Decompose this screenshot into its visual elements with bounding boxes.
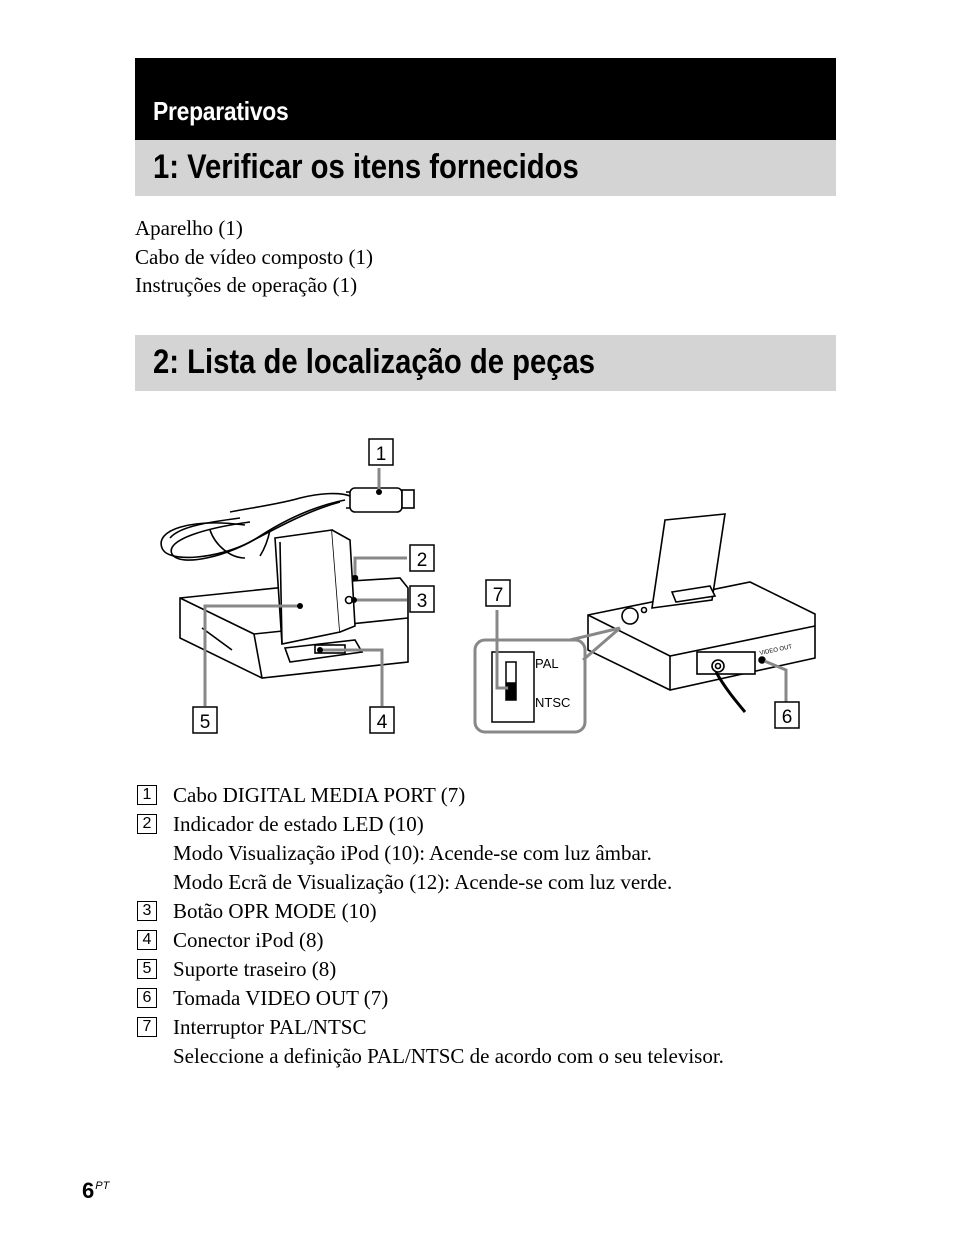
banner-label: Preparativos [153, 96, 289, 126]
legend-number: 2 [137, 814, 157, 834]
callout-4: 4 [376, 712, 388, 733]
legend-subtext: Seleccione a definição PAL/NTSC de acordo com o seu televisor. [173, 1044, 724, 1068]
ntsc-label: NTSC [535, 695, 571, 710]
legend-item [135, 810, 724, 839]
legend-number: 1 [137, 785, 157, 805]
legend-text: Cabo DIGITAL MEDIA PORT (7) [173, 783, 466, 807]
callout-2: 2 [416, 550, 428, 571]
parts-legend [135, 781, 724, 1071]
callout-1: 1 [375, 444, 387, 465]
page-number-value: 6 [82, 1178, 95, 1203]
page-number [82, 1178, 109, 1204]
section-banner [135, 58, 836, 140]
legend-number: 5 [137, 959, 157, 979]
supplied-item: Cabo de vídeo composto (1) [135, 244, 373, 269]
legend-subtext: Modo Ecrã de Visualização (12): Acende-se com luz verde. [173, 870, 673, 894]
legend-text: Tomada VIDEO OUT (7) [173, 986, 389, 1010]
legend-item [135, 955, 724, 984]
legend-number: 3 [137, 901, 157, 921]
callout-5: 5 [199, 712, 211, 733]
section-title-2: 2: Lista de localização de peças [153, 343, 596, 381]
parts-diagram [150, 430, 830, 740]
callout-3: 3 [416, 591, 428, 612]
legend-number: 4 [137, 930, 157, 950]
callout-7: 7 [492, 585, 504, 606]
legend-item [135, 897, 724, 926]
legend-item [135, 926, 724, 955]
legend-item [135, 781, 724, 810]
supplied-item: Aparelho (1) [135, 216, 243, 240]
legend-text: Conector iPod (8) [173, 928, 324, 952]
section-header-2 [135, 335, 836, 391]
legend-text: Indicador de estado LED (10) [173, 812, 424, 836]
legend-number: 6 [137, 988, 157, 1008]
legend-subtext: Modo Visualização iPod (10): Acende-se com luz âmbar. [173, 841, 652, 865]
supplied-items-list [135, 214, 373, 300]
callout-6: 6 [781, 707, 793, 728]
legend-item [135, 984, 724, 1013]
legend-item [135, 1013, 724, 1042]
supplied-item: Instruções de operação (1) [135, 273, 358, 297]
legend-number: 7 [137, 1017, 157, 1037]
legend-text: Botão OPR MODE (10) [173, 899, 377, 923]
pal-label: PAL [535, 656, 559, 671]
legend-text: Suporte traseiro (8) [173, 957, 337, 981]
section-header-1 [135, 140, 836, 196]
page-language-suffix: PT [95, 1180, 110, 1192]
section-title-1: 1: Verificar os itens fornecidos [153, 148, 579, 186]
legend-text: Interruptor PAL/NTSC [173, 1015, 367, 1039]
video-out-label: VIDEO OUT [759, 644, 793, 657]
